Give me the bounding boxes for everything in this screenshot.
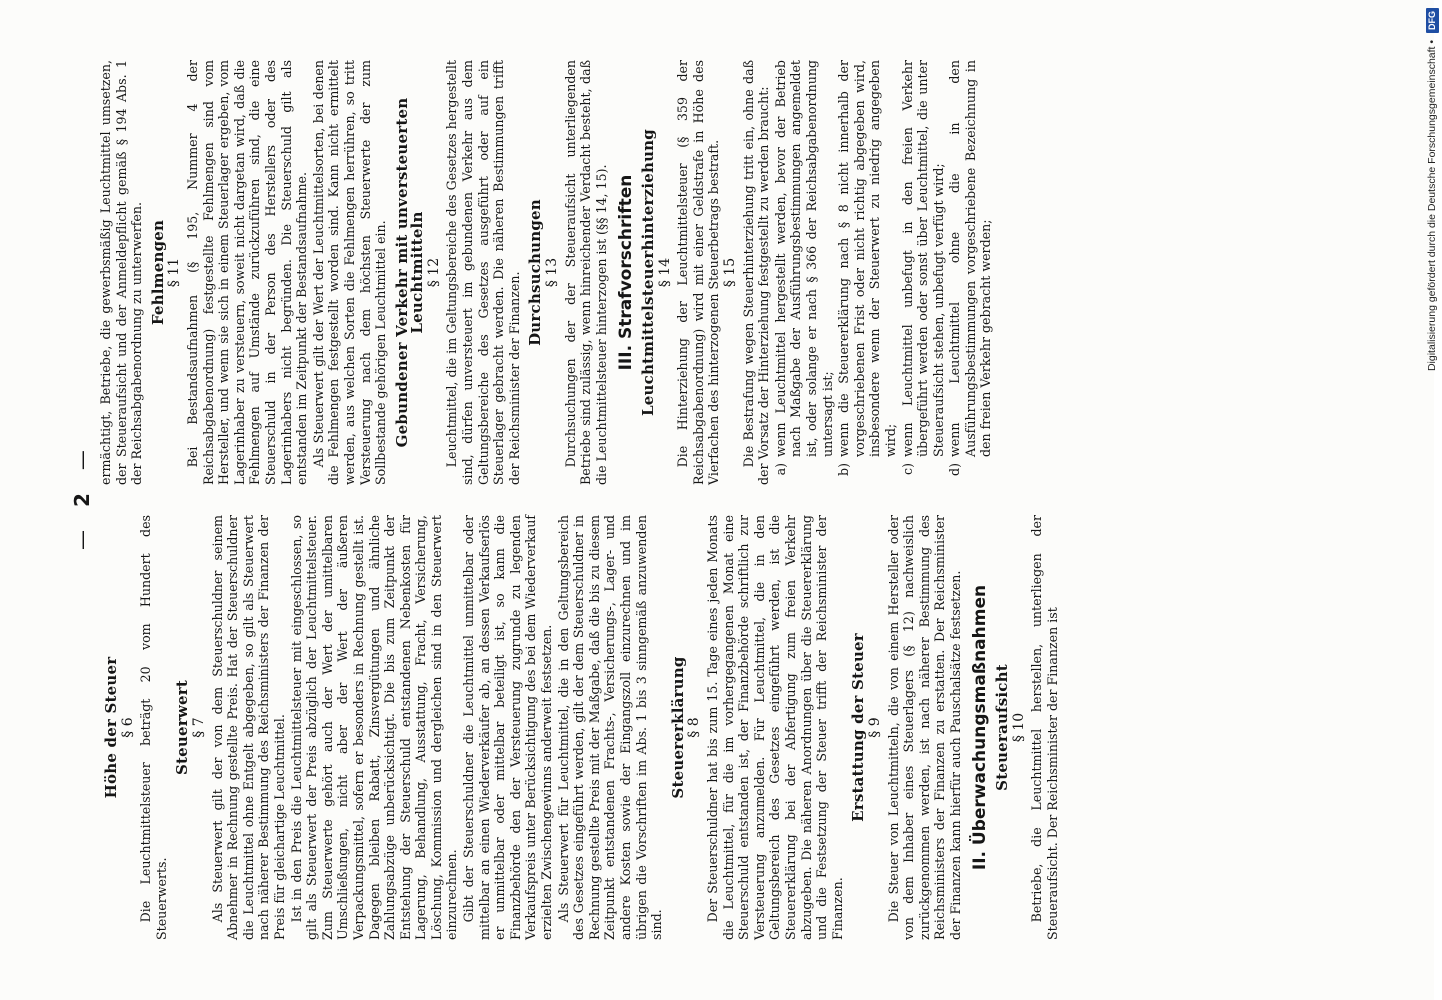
credit-text: Digitalisierung gefördert durch die Deutsche Forschungsgemeinschaft • (1426, 39, 1438, 372)
offense-list (773, 60, 994, 485)
list-item (947, 60, 994, 485)
heading-aufsicht: Steueraufsicht (993, 664, 1012, 791)
paragraph-mark-15: § 15 (721, 257, 738, 288)
text-15: Die Bestrafung wegen Steuerhinterziehung tritt ein, ohne daß der Vorsatz der Hinterziehung festgestellt zu werden braucht: (740, 60, 772, 485)
text-columns (98, 60, 1061, 940)
heading-hoehe: Höhe der Steuer (102, 656, 120, 799)
text-14: Die Hinterziehung der Leuchtmittelsteuer (§ 359 der Reichsabgabenordnung) wird mit einer Geldstrafe in Höhe des Vierfachen des hinterzogenen Steuerbetrags bestraft. (675, 60, 722, 485)
text-11b: Als Steuerwert gilt der Wert der Leuchtmittelsorten, bei denen die Fehlmengen festgestellt worden sind. Kann nicht ermittelt werden, aus welchen Sorten die Fehlmengen herrühren, so tritt Versteuerung nach dem höchsten Steuerwerte der zum Sollbestande gehörigen Leuchtmittel ein. (310, 60, 389, 485)
paragraph-mark-10: § 10 (1010, 712, 1027, 743)
page-header (70, 0, 94, 1000)
heading-erstattung: Erstattung der Steuer (849, 633, 868, 822)
heading-strafvorschriften: III. Strafvorschriften (616, 174, 637, 371)
text-10: Betriebe, die Leuchtmittel herstellen, unterliegen der Steueraufsicht. Der Reichsminister der Finanzen ist (1029, 515, 1060, 940)
text-6: Die Leuchtmittelsteuer beträgt 20 vom Hundert des Steuerwerts. (138, 515, 169, 940)
text-8: Der Steuerschuldner hat bis zum 15. Tage eines jeden Monats die Leuchtmittel, für die im vorhergegangenen Monat eine Steuerschuld entstanden ist, der Finanzbehörde schriftlich zur Versteuerung anzumelden. Für Leuchtmittel, die in den Geltungsbereich des Gesetzes eingeführt werden, ist die Steuererklärung bei der Abfertigung zum freien Verkehr abzugeben. Die näheren Anordnungen über die Steuererklärung und die Festsetzung der Steuer trifft der Reichsminister der Finanzen. (704, 515, 845, 940)
text-7a: Als Steuerwert gilt der von dem Steuerschuldner seinem Abnehmer in Rechnung gestellte Preis. Hat der Steuerschuldner die Leuchtmittel ohne Entgelt abgegeben, so gilt als Steuerwert nach näherer Bestimmung des Reichsministers der Finanzen der Preis für gleichartige Leuchtmittel. (209, 515, 287, 940)
list-item-text: wenn Leuchtmittel ohne die in den Ausführungsbestimmungen vorgeschriebene Bezeichnung in den freien Verkehr gebracht werden; (947, 60, 994, 457)
paragraph-mark-12: § 12 (425, 257, 442, 288)
text-9: Die Steuer von Leuchtmitteln, die von einem Hersteller oder von dem Inhaber eines Steuerlagers (§ 12) nachweislich zurückgenommen werden, ist nach näherer Bestimmung des Reichsministers der Finanzen zu erstatten. Der Reichsminister der Finanzen kann hierfür auch Pauschalsätze festsetzen. (885, 515, 963, 940)
text-12: Leuchtmittel, die im Geltungsbereiche des Gesetzes hergestellt sind, dürfen unversteuert im gebundenen Verkehr aus dem Geltungsbereiche des Gesetzes ausgeführt oder auf ein Steuerlager gebracht werden. Die näheren Bestimmungen trifft der Reichsminister der Finanzen. (444, 60, 522, 485)
list-item-text: wenn die Steuererklärung nach § 8 nicht innerhalb der vorgeschriebenen Frist oder nicht richtig abgegeben wird, insbesondere wenn der Steuerwert zu niedrig angegeben wird; (836, 60, 898, 457)
digitization-credit (1412, 8, 1438, 993)
paragraph-mark-6: § 6 (119, 717, 136, 738)
text-7c: Gibt der Steuerschuldner die Leuchtmittel unmittelbar oder mittelbar an einen Wiederverkäufer ab, an dessen Verkaufserlös er unmittelbar oder mittelbar beteiligt ist, so kann die Finanzbehörde den der Versteuerung zugrunde zu legenden Verkaufspreis unter Berücksichtigung des bei dem Wiederverkauf erzielten Zwischengewinns anderweit festsetzen. (461, 515, 555, 940)
dfg-logo: DFG (1426, 8, 1439, 33)
page-number: 2 (70, 493, 94, 507)
heading-erklaerung: Steuererklärung (668, 656, 687, 799)
list-item (773, 60, 835, 485)
list-item-label: a) (772, 463, 788, 476)
list-item (900, 60, 947, 485)
heading-fehlmengen: Fehlmengen (148, 219, 167, 326)
list-item-text: wenn Leuchtmittel hergestellt werden, bevor der Betrieb nach Maßgabe der Ausführungsbestimmungen angemeldet ist, oder solange er nach § 366 der Reichsabgabenordnung untersagt ist; (772, 60, 835, 457)
list-item-label: b) (836, 463, 852, 476)
text-10-continued: ermächtigt, Betriebe, die gewerbsmäßig Leuchtmittel umsetzen, der Steueraufsicht und der Anmeldepflicht gemäß § 194 Abs. 1 der Reichsabgabenordnung zu unterwerfen. (98, 60, 145, 485)
right-column (98, 60, 1061, 485)
text-11a: Bei Bestandsaufnahmen (§ 195, Nummer 4 der Reichsabgabenordnung) festgestellte Fehlmengen sind vom Hersteller, und wenn sie sich in einem Steuerlager ergeben, vom Lagerinhaber zu versteuern, soweit nicht dargetan wird, daß die Fehlmengen auf Umstände zurückzuführen sind, die eine Steuerschuld in der Person des Herstellers oder des Lagerinhabers nicht begründen. Die Steuerschuld gilt als entstanden im Zeitpunkt der Bestandsaufnahme. (184, 60, 310, 485)
text-13: Durchsuchungen der der Steueraufsicht unterliegenden Betriebe sind zulässig, wenn hinreichender Verdacht besteht, daß die Leuchtmittelsteuer hinterzogen ist (§§ 14, 15). (562, 60, 609, 485)
heading-gebunden: Gebundener Verkehr mit unversteuerten Leuchtmitteln (392, 97, 427, 448)
list-item-label: d) (947, 463, 963, 476)
list-item-label: c) (899, 463, 915, 475)
paragraph-mark-13: § 13 (544, 257, 561, 288)
left-column (98, 515, 1061, 940)
heading-durchsuchungen: Durchsuchungen (526, 199, 545, 346)
paragraph-mark-9: § 9 (866, 717, 883, 738)
paragraph-mark-7: § 7 (190, 717, 207, 738)
list-item-text: wenn Leuchtmittel unbefugt in den freien Verkehr übergeführt werden oder sonst über Leuchtmittel, die unter Steueraufsicht stehen, unbefugt verfügt wird; (899, 60, 946, 457)
header-dash-left: — (70, 529, 94, 550)
credit-line (1422, 8, 1442, 993)
heading-steuerwert: Steuerwert (173, 680, 192, 775)
heading-hinterziehung: Leuchtmittelsteuerhinterziehung (639, 129, 657, 416)
paragraph-mark-14: § 14 (656, 257, 673, 288)
text-7d: Als Steuerwert für Leuchtmittel, die in den Geltungsbereich des Gesetzes eingeführt werden, gilt der dem Steuerschuldner in Rechnung gestellte Preis mit der Maßgabe, daß die bis zu diesem Zeitpunkt entstandenen Frachts-, Versicherungs-, Lager- und andere Kosten sowie der Eingangszoll einzurechnen und im übrigen die Vorschriften im Abs. 1 bis 3 sinngemäß anzuwenden sind. (555, 515, 665, 940)
text-7b: Ist in den Preis die Leuchtmittelsteuer mit eingeschlossen, so gilt als Steuerwert der Preis abzüglich der Leuchtmittelsteuer. Zum Steuerwerte gehört auch der Wert der umittelbaren Umschließungen, nicht aber der Wert der äußeren Verpackungsmittel, sofern er besonders in Rechnung gestellt ist. Dagegen bleiben Rabatt, Zinsvergütungen und ähnliche Zahlungsabzüge unberücksichtigt. Die bis zum Zeitpunkt der Entstehung der Steuerschuld entstandenen Nebenkosten für Lagerung, Behandlung, Ausstattung, Fracht, Versicherung, Löschung, Kommission und dergleichen sind in den Steuerwert einzurechnen. (288, 515, 460, 940)
paragraph-mark-8: § 8 (686, 717, 703, 738)
paragraph-mark-11: § 11 (166, 257, 183, 288)
list-item (836, 60, 898, 485)
heading-ueberwachung: II. Überwachungsmaßnahmen (970, 584, 991, 871)
header-dash-right: — (70, 450, 94, 471)
